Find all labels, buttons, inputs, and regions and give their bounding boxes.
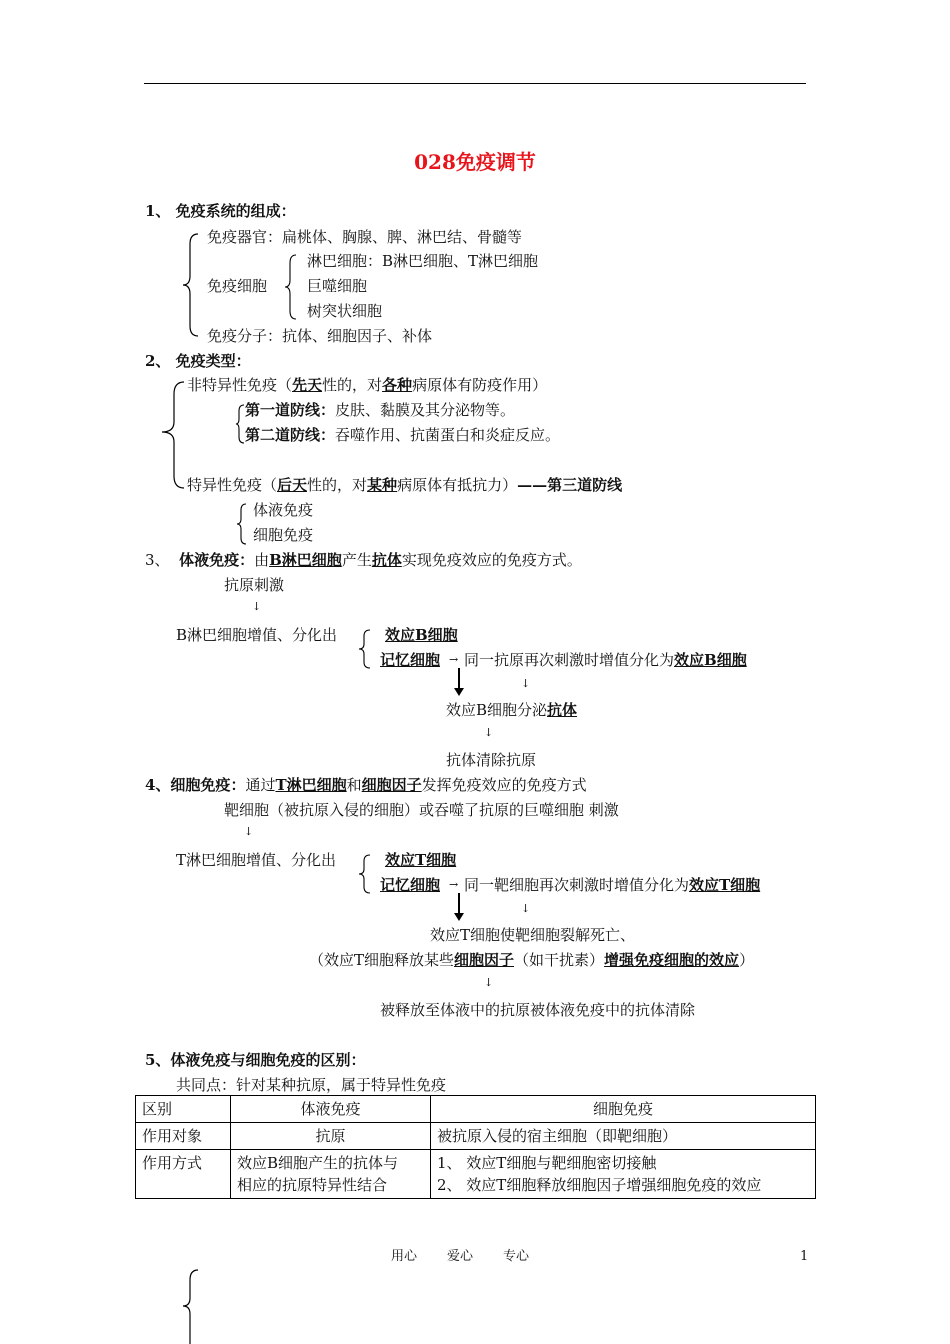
brace-specific-types (234, 502, 252, 546)
t-cell-restimulation: 同一靶细胞再次刺激时增值分化为效应T细胞 (464, 876, 761, 894)
brace-immune-system (180, 232, 204, 338)
page-title: 028免疫调节 (414, 150, 536, 174)
t-cell-proliferation: T淋巴细胞增值、分化出 (176, 851, 337, 869)
down-arrow-icon: ↓ (521, 902, 531, 915)
effector-t-cell: 效应T细胞 (385, 851, 457, 869)
table-header-cell: 区别 (136, 1096, 231, 1123)
first-defense-line: 第一道防线：皮肤、黏膜及其分泌物等。 (245, 401, 516, 419)
right-arrow-icon: → (449, 878, 459, 891)
antigen-stimulus: 抗原刺激 (224, 576, 285, 594)
table-cell: 作用对象 (136, 1123, 231, 1150)
brace-immune-cells (282, 253, 302, 321)
macrophages: 巨噬细胞 (307, 277, 368, 295)
down-arrow-icon: ↓ (484, 976, 494, 989)
memory-t-cell: 记忆细胞 (380, 876, 441, 894)
brace-immune-types (158, 380, 188, 490)
effector-b-cell: 效应B细胞 (385, 626, 458, 644)
down-arrow-icon: ↓ (252, 600, 262, 613)
section-5-heading: 5、体液免疫与细胞免疫的区别： (145, 1051, 366, 1069)
section-4-heading: 4、细胞免疫：通过T淋巴细胞和细胞因子发挥免疫效应的免疫方式 (145, 776, 587, 794)
section-3-heading: 3、 体液免疫：由B淋巴细胞产生抗体实现免疫效应的免疫方式。 (145, 551, 582, 569)
table-cell: 被抗原入侵的宿主细胞（即靶细胞） (431, 1123, 816, 1150)
target-cell-lysis: 效应T细胞使靶细胞裂解死亡、 (430, 926, 636, 944)
page-number: 1 (800, 1249, 809, 1264)
b-cell-proliferation: B淋巴细胞增值、分化出 (176, 626, 338, 644)
table-header-cell: 体液免疫 (231, 1096, 431, 1123)
specific-immunity: 特异性免疫（后天性的，对某种病原体有抵抗力）——第三道防线 (187, 476, 623, 494)
dendritic-cells: 树突状细胞 (307, 302, 383, 320)
header-rule (144, 83, 806, 84)
immune-organs: 免疫器官：扁桃体、胸腺、脾、淋巴结、骨髓等 (207, 228, 523, 246)
section-2-heading: 2、 免疫类型： (145, 352, 251, 370)
right-arrow-icon: → (449, 653, 459, 666)
cellular-immunity-label: 细胞免疫 (253, 526, 314, 544)
nonspecific-immunity: 非特异性免疫（先天性的，对各种病原体有防疫作用） (187, 376, 548, 394)
brace-t-cell-products (356, 853, 376, 895)
section-1-heading: 1、 免疫系统的组成： (145, 202, 296, 220)
footer-text: 专心 (503, 1249, 530, 1264)
immune-molecules: 免疫分子：抗体、细胞因子、补体 (207, 327, 433, 345)
memory-b-cell: 记忆细胞 (380, 651, 441, 669)
footer-text: 爱心 (447, 1249, 474, 1264)
table-cell: 1、 效应T细胞与靶细胞密切接触 2、 效应T细胞释放细胞因子增强细胞免疫的效应 (431, 1150, 816, 1199)
humoral-immunity-label: 体液免疫 (253, 501, 314, 519)
down-arrow-icon: ↓ (244, 825, 254, 838)
table-cell: 效应B细胞产生的抗体与 相应的抗原特异性结合 (231, 1150, 431, 1199)
second-defense-line: 第二道防线：吞噬作用、抗菌蛋白和炎症反应。 (245, 426, 561, 444)
antibody-clears-antigen: 抗体清除抗原 (446, 751, 537, 769)
common-point: 共同点：针对某种抗原，属于特异性免疫 (176, 1076, 447, 1094)
table-header-cell: 细胞免疫 (431, 1096, 816, 1123)
bold-down-arrow-icon (453, 668, 465, 698)
table-cell: 作用方式 (136, 1150, 231, 1199)
immune-cells-label: 免疫细胞 (207, 277, 268, 295)
down-arrow-icon: ↓ (521, 677, 531, 690)
comparison-table (135, 1095, 816, 1199)
table-row (136, 1123, 816, 1150)
antigen-cleared-by-antibody: 被释放至体液中的抗原被体液免疫中的抗体清除 (380, 1001, 696, 1019)
table-row (136, 1150, 816, 1199)
cytokine-release: （效应T细胞释放某些细胞因子（如干扰素）增强免疫细胞的效应） (309, 951, 755, 969)
brace-overflow (180, 1268, 204, 1344)
b-cell-restimulation: 同一抗原再次刺激时增值分化为效应B细胞 (464, 651, 747, 669)
down-arrow-icon: ↓ (484, 726, 494, 739)
footer-text: 用心 (391, 1249, 418, 1264)
table-header-row (136, 1096, 816, 1123)
effector-b-secretes-antibody: 效应B细胞分泌抗体 (446, 701, 578, 719)
lymphocytes: 淋巴细胞：B淋巴细胞、T淋巴细胞 (307, 252, 539, 270)
table-cell: 抗原 (231, 1123, 431, 1150)
target-cell-stimulus: 靶细胞（被抗原入侵的细胞）或吞噬了抗原的巨噬细胞 刺激 (224, 801, 619, 819)
bold-down-arrow-icon (453, 893, 465, 923)
brace-b-cell-products (356, 628, 376, 670)
